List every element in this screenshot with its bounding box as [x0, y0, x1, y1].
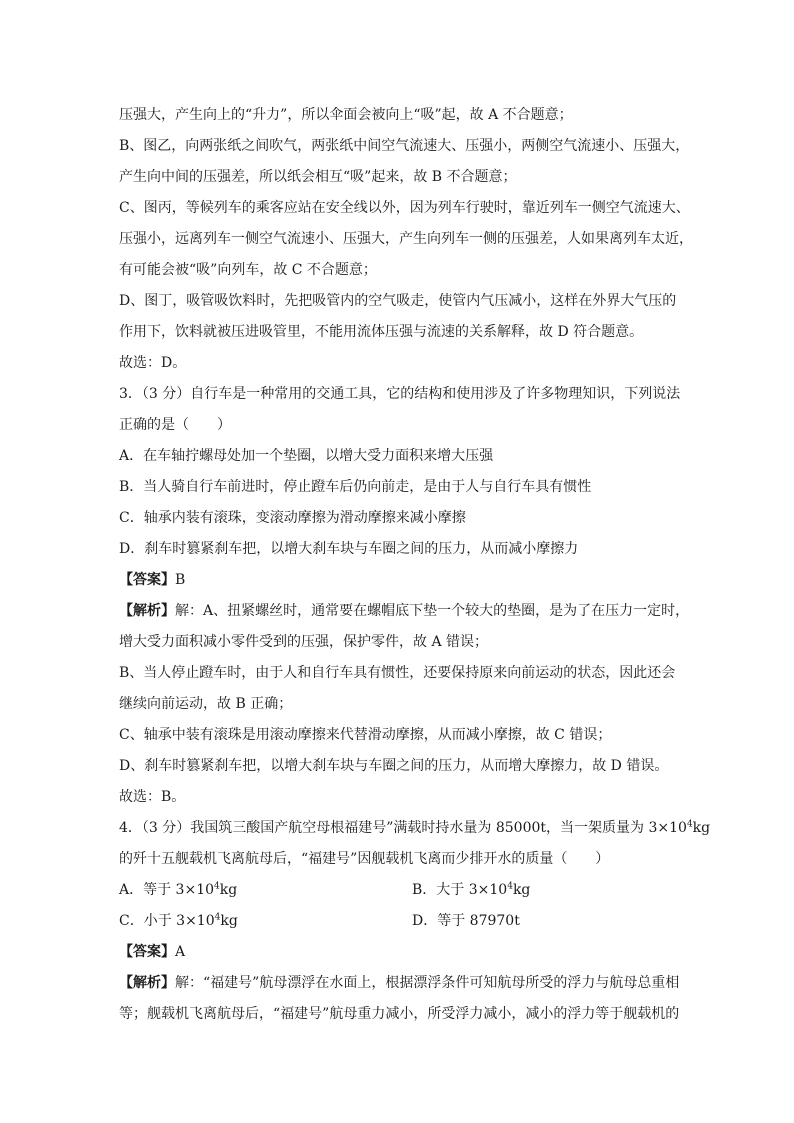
text-line: 继续向前运动，故 B 正确； — [119, 696, 293, 712]
q4-option-d: D．等于 87970t — [412, 913, 520, 929]
stem-text: 4．（3 分）我国筑三酸国产航空母根福建号”满载时持水量为 85000t，当一架质量为 3×10 — [119, 820, 687, 836]
exponent: 4 — [686, 819, 693, 830]
q4-analysis — [119, 968, 679, 999]
unit: kg — [220, 913, 238, 929]
question-4-stem: 的歼十五舰载机飞离航母后，“福建号”因舰载机飞离而少排开水的质量（ ） — [119, 851, 610, 867]
text-line: 增大受力面积减小零件受到的压强，保护零件，故 A 错误； — [119, 634, 489, 650]
answer-tag: 【答案】 — [119, 944, 175, 960]
q4-options-row-1 — [119, 875, 679, 906]
exponent: 4 — [214, 881, 220, 892]
answer-value: A — [175, 944, 186, 960]
text-line: C、图丙，等候列车的乘客应站在安全线以外，因为列车行驶时，靠近列车一侧空气流速大、 — [119, 200, 690, 216]
option-text: B．大于 3×10 — [412, 882, 508, 898]
text-line: 作用下，饮料就被压进吸管里，不能用流体压强与流速的关系解释，故 D 符合题意。 — [119, 324, 644, 340]
question-3-stem: 3．（3 分）自行车是一种常用的交通工具，它的结构和使用涉及了许多物理知识，下列说法 — [119, 386, 681, 402]
analysis-text: 解：“福建号”航母漂浮在水面上，根据漂浮条件可知航母所受的浮力与航母总重相 — [175, 975, 680, 991]
q3-option-d: D．刹车时篡紧刹车把，以增大刹车块与车圈之间的压力，从而减小摩擦力 — [119, 541, 579, 557]
unit: kg — [692, 820, 711, 836]
q4-option-c — [119, 906, 412, 937]
text-line: C、轴承中装有滚珠是用滚动摩擦来代替滑动摩擦，从而减小摩擦，故 C 错误； — [119, 727, 612, 743]
q3-analysis — [119, 596, 690, 627]
analysis-text: 解：A、扭紧螺丝时，通常要在螺帽底下垫一个较大的垫圈，是为了在压力一定时， — [175, 603, 690, 619]
question-4-stem — [119, 813, 711, 844]
page-content — [119, 100, 711, 1030]
text-line: 故选：D。 — [119, 355, 187, 371]
question-3-stem: 正确的是（ ） — [119, 417, 231, 433]
unit: kg — [512, 882, 531, 898]
q4-option-b — [412, 882, 530, 898]
text-line: D、刹车时篡紧刹车把，以增大刹车块与车圈之间的压力，从而增大摩擦力，故 D 错误。 — [119, 758, 669, 774]
text-line: D、图丁，吸管吸饮料时，先把吸管内的空气吸走，使管内气压减小，这样在外界大气压的 — [119, 293, 677, 309]
q3-option-c: C．轴承内装有滚珠，变滚动摩擦为滑动摩擦来减小摩擦 — [119, 510, 466, 526]
text-line: 压强大，产生向上的“升力”，所以伞面会被向上“吸”起，故 A 不合题意； — [119, 107, 573, 123]
option-text: A．等于 3×10 — [119, 882, 215, 898]
exponent: 4 — [507, 881, 513, 892]
q3-answer — [119, 565, 679, 596]
text-line: 等；舰载机飞离航母后，“福建号”航母重力减小，所受浮力减小，减小的浮力等于舰载机的 — [119, 1006, 680, 1022]
text-line: 压强小，远离列车一侧空气流速小、压强大，产生向列车一侧的压强差，人如果离列车太近， — [119, 231, 693, 247]
q3-option-b: B．当人骑自行车前进时，停止蹬车后仍向前走，是由于人与自行车具有惯性 — [119, 479, 592, 495]
q4-options-row-2 — [119, 906, 679, 937]
option-text: C．小于 3×10 — [119, 913, 215, 929]
answer-value: B — [175, 572, 186, 588]
text-line: B、图乙，向两张纸之间吹气，两张纸中间空气流速大、压强小，两侧空气流速小、压强大， — [119, 138, 690, 154]
unit: kg — [219, 882, 238, 898]
analysis-tag: 【解析】 — [119, 975, 175, 991]
analysis-tag: 【解析】 — [119, 603, 175, 619]
text-line: 产生向中间的压强差，所以纸会相互“吸”起来，故 B 不合题意； — [119, 169, 517, 185]
exponent: 4 — [214, 912, 221, 923]
text-line: 故选：B。 — [119, 789, 186, 805]
q4-option-a — [119, 875, 412, 906]
answer-tag: 【答案】 — [119, 572, 175, 588]
q3-option-a: A．在车轴拧螺母处加一个垫圈，以增大受力面积来增大压强 — [119, 448, 494, 464]
text-line: B、当人停止蹬车时，由于人和自行车具有惯性，还要保持原来向前运动的状态，因此还会 — [119, 665, 676, 681]
text-line: 有可能会被“吸”向列车，故 C 不合题意； — [119, 262, 377, 278]
q4-answer — [119, 937, 679, 968]
